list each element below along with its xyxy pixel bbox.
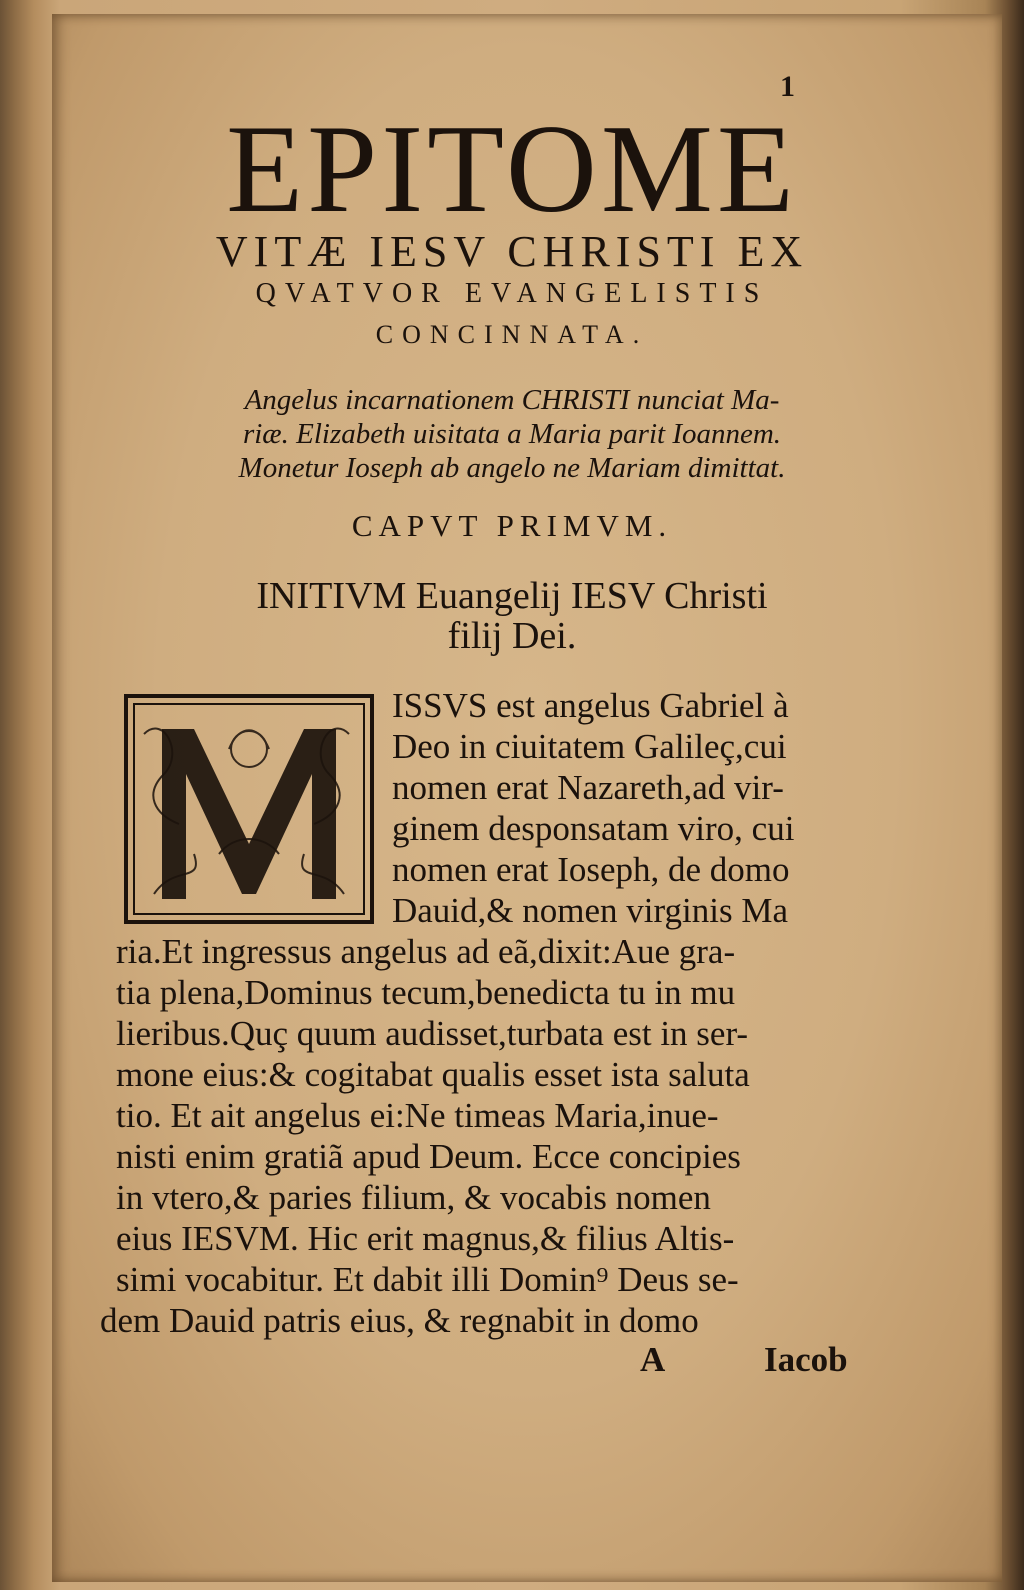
chapter-summary-line-3: Monetur Ioseph ab angelo ne Mariam dimittat. [238, 452, 786, 484]
body-line: tia plena,Dominus tecum,benedicta tu in mu [116, 973, 736, 1012]
body-line: mone eius:& cogitabat qualis esset ista saluta [116, 1055, 750, 1094]
body-line: Deo in ciuitatem Galileç,cui [392, 727, 787, 766]
body-line: ISSVS est angelus Gabriel à [392, 686, 789, 725]
body-line: lieribus.Quç quum audisset,turbata est in ser- [116, 1014, 749, 1053]
chapter-summary-line-1: Angelus incarnationem CHRISTI nunciat Ma- [244, 384, 780, 416]
body-line: nisti enim gratiã apud Deum. Ecce concipies [116, 1137, 741, 1176]
catchword: Iacob [764, 1340, 848, 1379]
body-line: ria.Et ingressus angelus ad eã,dixit:Aue gra- [116, 932, 736, 971]
subtitle-line-3: CONCINNATA. [375, 320, 649, 349]
body-line: nomen erat Ioseph, de domo [392, 850, 790, 889]
chapter-heading: CAPVT PRIMVM. [351, 508, 673, 543]
subtitle-line-1: VITÆ IESV CHRISTI EX [215, 227, 809, 276]
page-number: 1 [780, 70, 795, 103]
incipit-line-2: filij Dei. [447, 615, 577, 657]
chapter-summary-line-2: riæ. Elizabeth uisitata a Maria parit Ioannem. [242, 418, 782, 450]
signature-mark: A [640, 1340, 666, 1379]
body-line: nomen erat Nazareth,ad vir- [392, 768, 784, 807]
page-title: EPITOME [226, 100, 798, 239]
decorated-initial-m [124, 694, 374, 924]
body-line: Dauid,& nomen virginis Ma [392, 891, 788, 930]
body-line: eius IESVM. Hic erit magnus,& filius Altis- [116, 1219, 735, 1258]
body-line: ginem desponsatam viro, cui [392, 809, 795, 848]
body-line: dem Dauid patris eius, & regnabit in domo [100, 1301, 699, 1340]
body-line: tio. Et ait angelus ei:Ne timeas Maria,inue- [116, 1096, 719, 1135]
incipit-line-1: INITIVM Euangelij IESV Christi [256, 575, 768, 617]
subtitle-line-2: QVATVOR EVANGELISTIS [255, 278, 769, 309]
body-line: simi vocabitur. Et dabit illi Domin⁹ Deus se- [116, 1260, 739, 1299]
body-line: in vtero,& paries filium, & vocabis nomen [116, 1178, 711, 1217]
